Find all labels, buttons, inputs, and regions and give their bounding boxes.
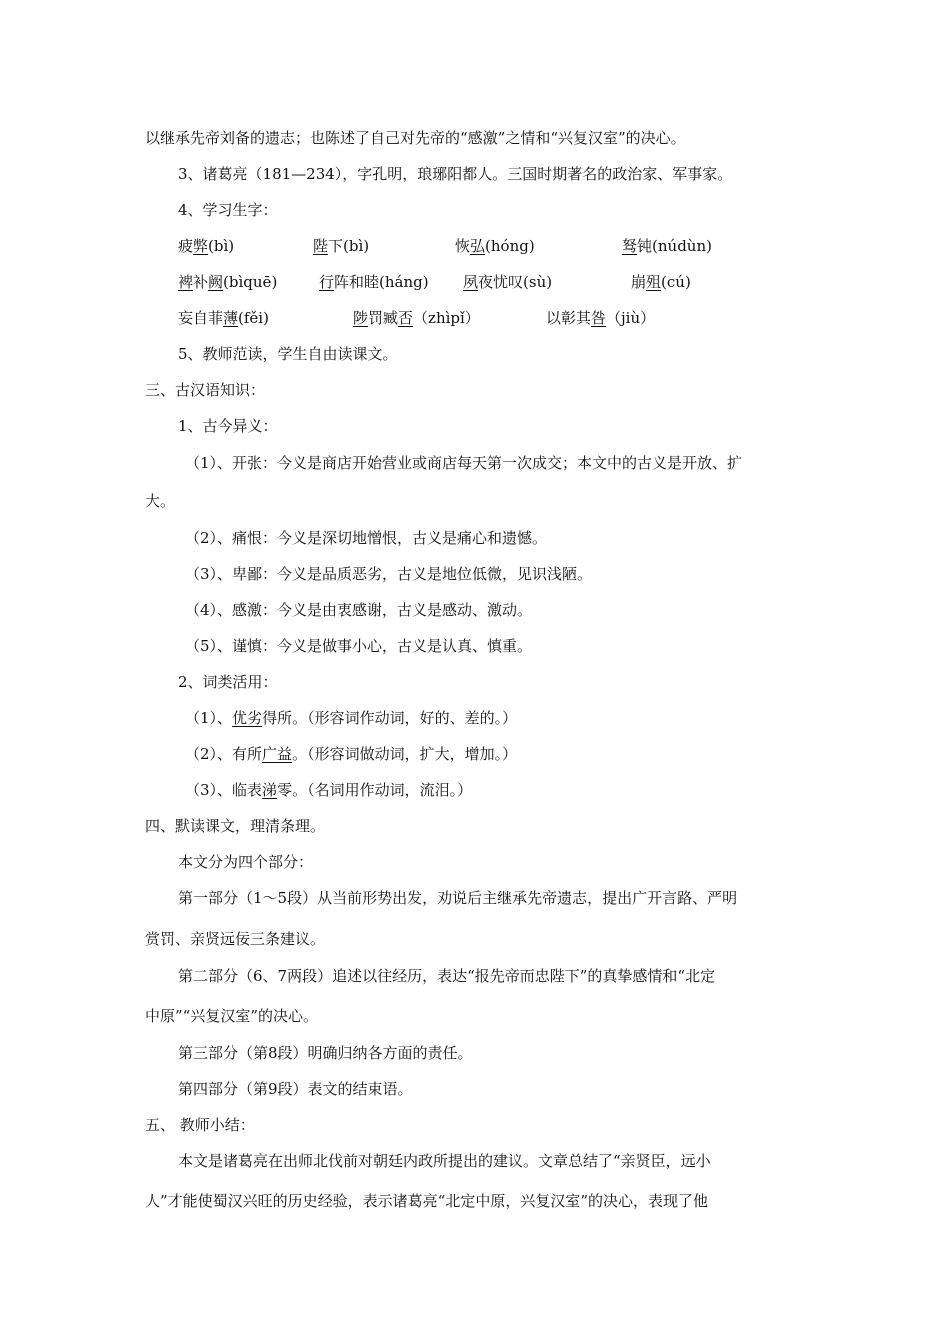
paragraph-line: 3、诸葛亮（181—234），字孔明，琅琊阳都人。三国时期著名的政治家、军事家。 bbox=[178, 165, 733, 183]
paragraph-line: 以继承先帝刘备的遗志；也陈述了自己对先帝的“感激”之情和“兴复汉室”的决心。 bbox=[145, 129, 686, 147]
paragraph-line: 第一部分（1～5段）从当前形势出发，劝说后主继承先帝遗志，提出广开言路、严明 bbox=[178, 889, 738, 907]
sub-heading: 2、词类活用： bbox=[178, 673, 278, 691]
vocab-item: 行阵和睦(háng) bbox=[319, 273, 429, 291]
paragraph-line: （4）、感激：今义是由衷感谢，古义是感动、激动。 bbox=[185, 601, 533, 619]
vocab-item: 恢弘(hóng) bbox=[455, 237, 535, 255]
section-heading: 四、默读课文，理清条理。 bbox=[145, 817, 326, 835]
paragraph-line: 赏罚、亲贤远佞三条建议。 bbox=[145, 930, 326, 948]
paragraph-line: 第三部分（第8段）明确归纳各方面的责任。 bbox=[178, 1044, 473, 1062]
paragraph-line: （1）、开张：今义是商店开始营业或商店每天第一次成交；本文中的古义是开放、扩 bbox=[185, 454, 743, 472]
paragraph-line: （3）、卑鄙：今义是品质恶劣，古义是地位低微，见识浅陋。 bbox=[185, 565, 593, 583]
section-heading: 三、古汉语知识： bbox=[145, 381, 266, 399]
paragraph-line: （2）、痛恨：今义是深切地憎恨，古义是痛心和遗憾。 bbox=[185, 529, 548, 547]
vocab-item: 裨补阙(bìquē) bbox=[178, 273, 278, 291]
vocab-item: 夙夜忧叹(sù) bbox=[463, 273, 553, 291]
vocab-item: 疲弊(bì) bbox=[178, 237, 235, 255]
paragraph-line: （5）、谨慎：今义是做事小心，古义是认真、慎重。 bbox=[185, 637, 533, 655]
section-heading: 五、 教师小结： bbox=[145, 1116, 255, 1134]
vocab-item: 陟罚臧否（zhìpǐ） bbox=[353, 309, 480, 327]
paragraph-line: 本文是诸葛亮在出师北伐前对朝廷内政所提出的建议。文章总结了“亲贤臣，远小 bbox=[178, 1152, 711, 1170]
list-heading: 4、学习生字： bbox=[178, 201, 278, 219]
sub-heading: 1、古今异义： bbox=[178, 417, 278, 435]
paragraph-line: 人”才能使蜀汉兴旺的历史经验，表示诸葛亮“北定中原，兴复汉室”的决心，表现了他 bbox=[145, 1192, 709, 1210]
vocab-item: 以彰其咎（jiù） bbox=[546, 309, 656, 327]
paragraph-line: 本文分为四个部分： bbox=[178, 853, 314, 871]
vocab-item: 崩殂(cú) bbox=[631, 273, 691, 291]
usage-item: （3）、临表涕零。（名词用作动词，流泪。） bbox=[185, 781, 473, 799]
vocab-item: 驽钝(núdùn) bbox=[622, 237, 712, 255]
paragraph-line: 第二部分（6、7两段）追述以往经历，表达“报先帝而忠陛下”的真挚感情和“北定 bbox=[178, 967, 716, 985]
vocab-item: 妄自菲薄(fěi) bbox=[178, 309, 269, 327]
usage-item: （1）、优劣得所。（形容词作动词，好的、差的。） bbox=[185, 709, 518, 727]
vocab-item: 陛下(bì) bbox=[313, 237, 370, 255]
paragraph-line: 大。 bbox=[145, 492, 176, 510]
usage-item: （2）、有所广益。（形容词做动词，扩大，增加。） bbox=[185, 745, 518, 763]
paragraph-line: 5、教师范读，学生自由读课文。 bbox=[178, 345, 398, 363]
paragraph-line: 中原”“兴复汉室”的决心。 bbox=[145, 1007, 319, 1025]
paragraph-line: 第四部分（第9段）表文的结束语。 bbox=[178, 1080, 413, 1098]
